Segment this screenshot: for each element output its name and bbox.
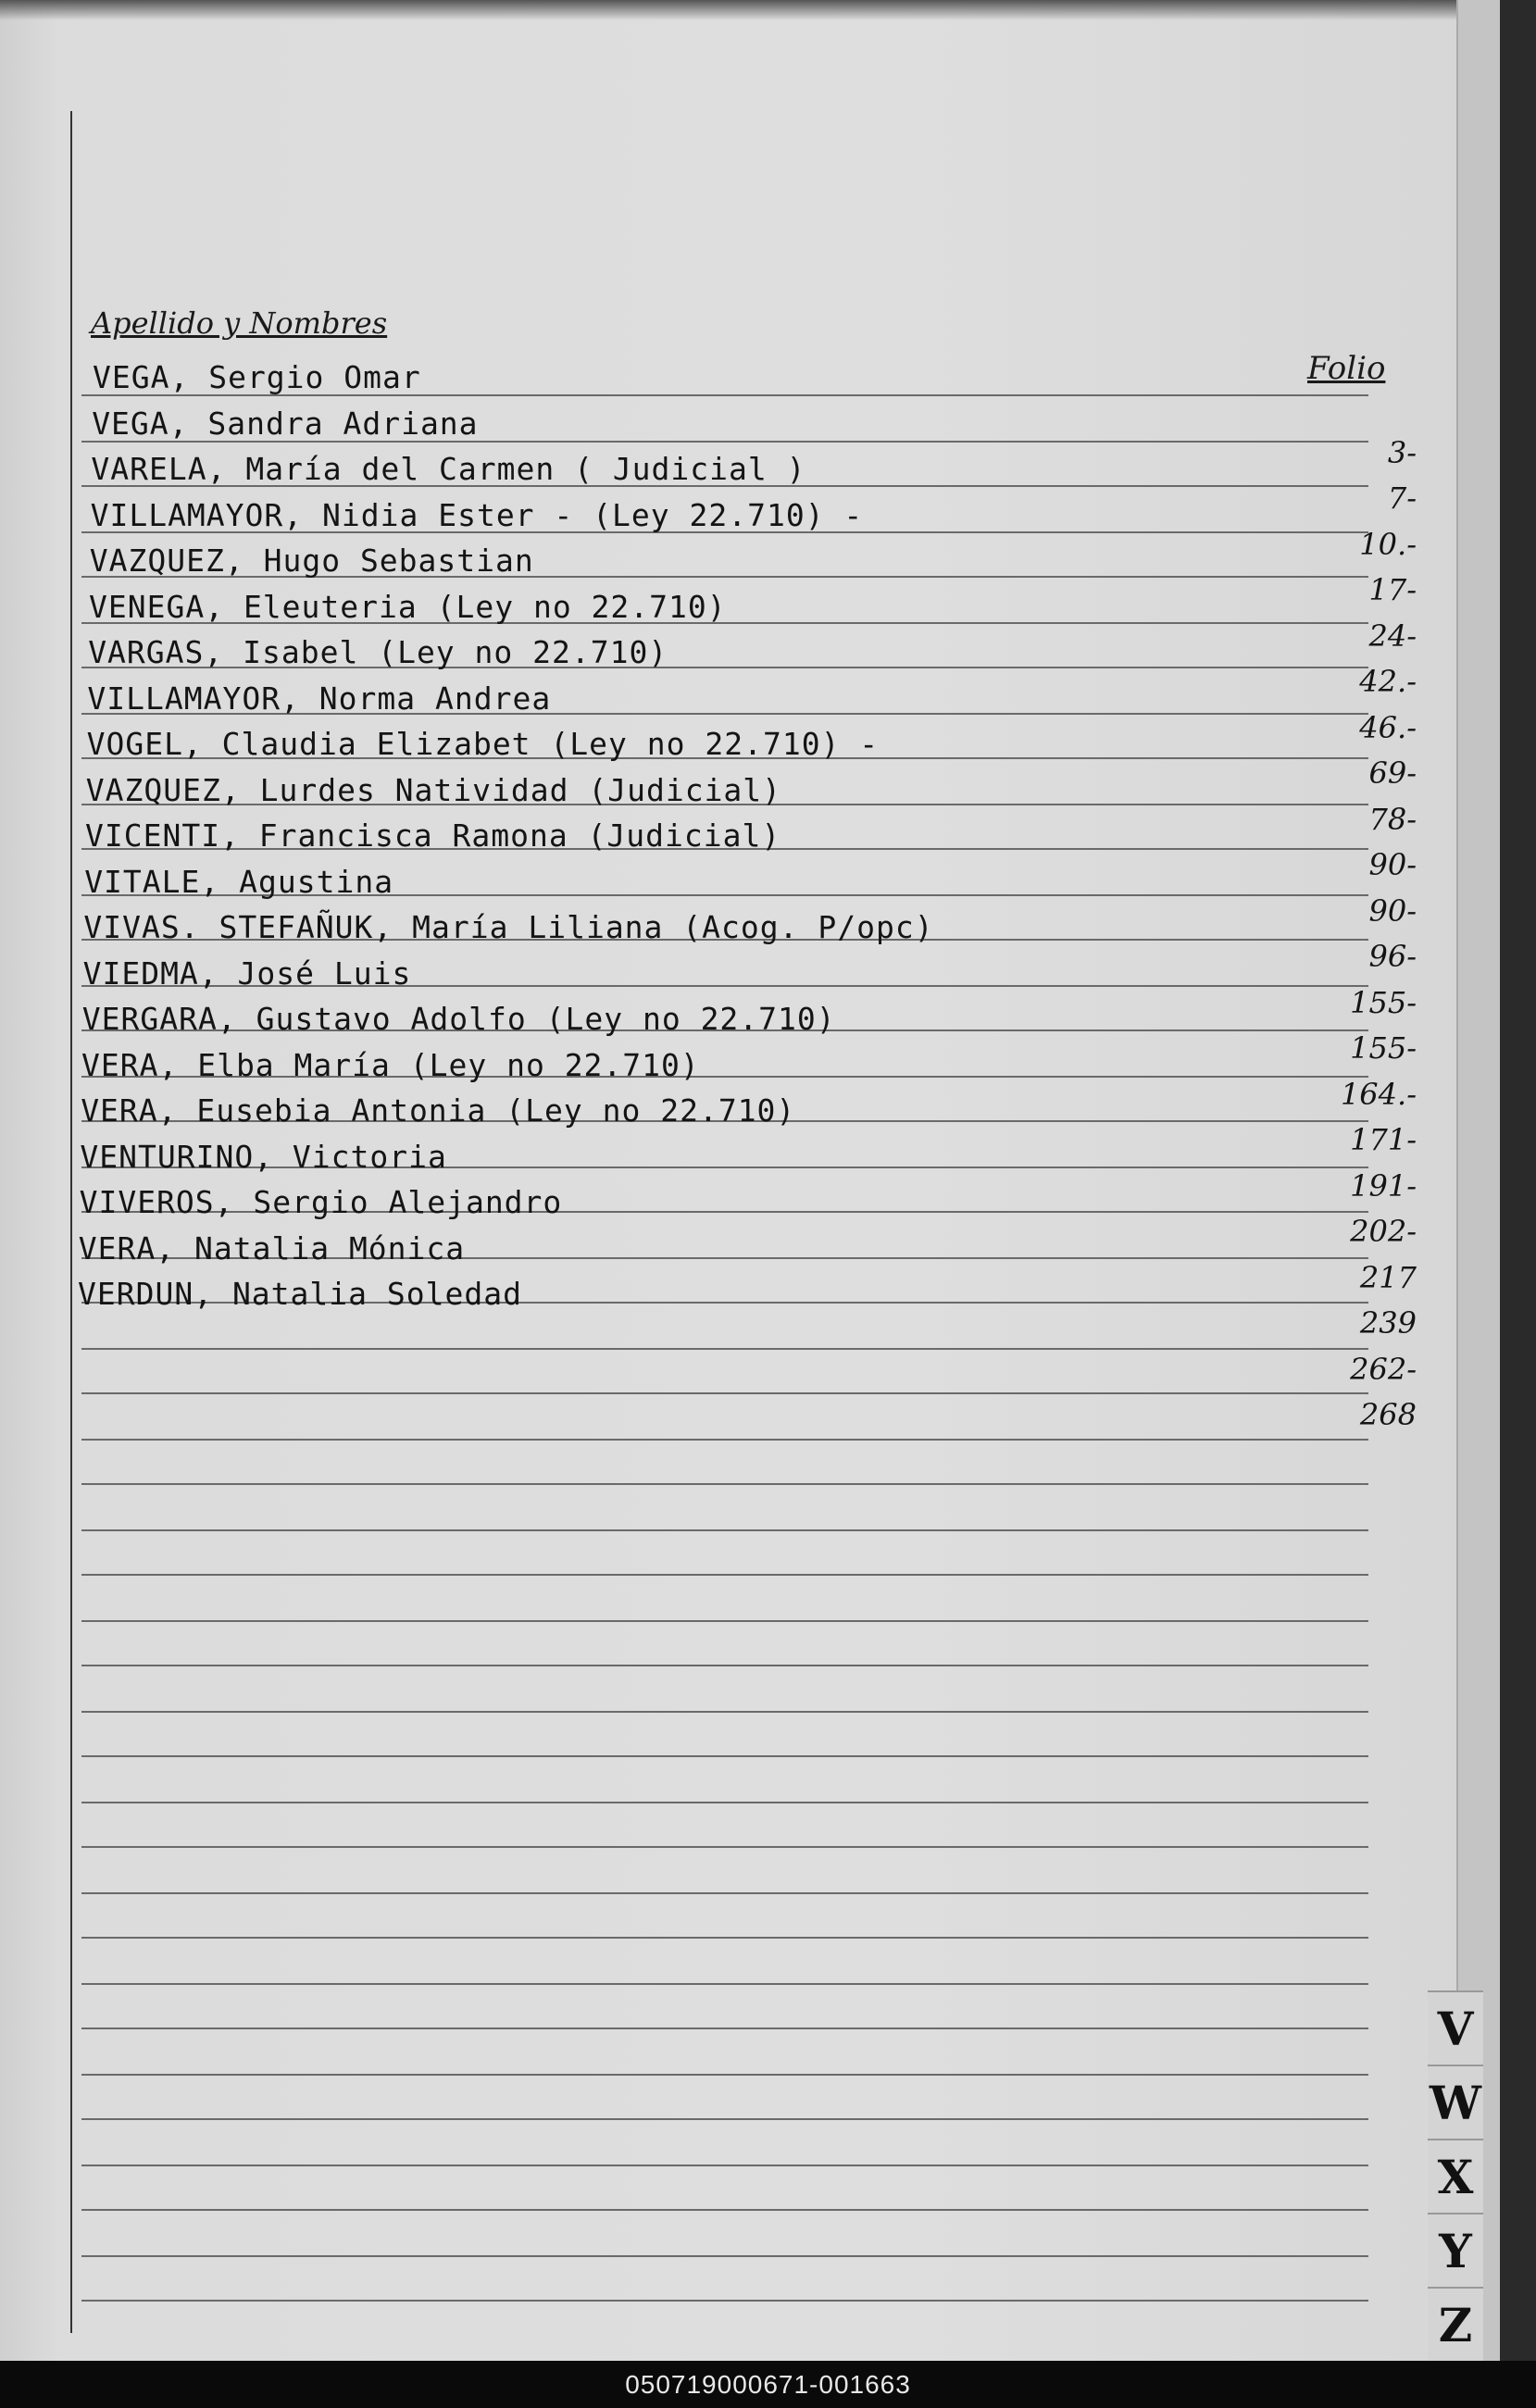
index-tab-z[interactable]: Z [1428,2287,1483,2361]
entry-name: VILLAMAYOR, Norma Andrea [87,680,552,717]
names-column-header: Apellido y Nombres [91,306,388,341]
entry-name: VERA, Elba María (Ley no 22.710) [81,1046,700,1083]
entry-folio: 164.- [1340,1076,1417,1112]
index-tab-x[interactable]: X [1428,2139,1483,2213]
page-top-shadow [0,0,1500,20]
entry-name: VENEGA, Eleuteria (Ley no 22.710) [89,588,727,625]
ruled-line [81,1848,1368,1894]
ruled-line [81,2211,1368,2257]
ruled-line [81,1757,1368,1803]
ruled-line [81,1441,1368,1485]
entry-folio: 90- [1368,847,1417,882]
ruled-line [81,1894,1368,1939]
entry-name: VERDUN, Natalia Soledad [78,1276,522,1312]
index-tab-y[interactable]: Y [1428,2213,1483,2287]
entry-name: VITALE, Agustina [84,863,394,900]
entry-name: VERA, Natalia Mónica [78,1229,466,1266]
entry-folio: 155- [1350,1030,1417,1066]
entry-name: VAZQUEZ, Hugo Sebastian [89,543,534,579]
ruled-line [81,1713,1368,1757]
ruled-line [81,1576,1368,1622]
ruled-line [81,1803,1368,1848]
entry-folio: 78- [1368,801,1417,837]
ruled-line [81,2029,1368,2076]
entry-name: VIVEROS, Sergio Alejandro [79,1184,563,1220]
ruled-line [81,1485,1368,1531]
entry-name: VERA, Eusebia Antonia (Ley no 22.710) [81,1092,796,1129]
document-id: 050719000671-001663 [625,2369,911,2399]
folio-column-header: Folio [1307,350,1386,387]
ruled-line [81,1531,1368,1576]
entry-name: VERGARA, Gustavo Adolfo (Ley no 22.710) [81,1001,836,1037]
entry-folio: 17- [1368,572,1417,607]
entry-name: VIVAS. STEFAÑUK, María Liliana (Acog. P/opc) [83,909,934,945]
entry-folio: 262- [1350,1351,1417,1387]
ruled-line [81,2076,1368,2120]
ruled-line [81,1350,1368,1394]
entry-name: VARELA, María del Carmen ( Judicial ) [91,451,806,487]
entry-name: VIEDMA, José Luis [82,954,412,992]
ruled-line [81,1985,1368,2029]
entry-folio: 217 [1359,1259,1417,1295]
ruled-line [81,1666,1368,1713]
entry-folio: 10.- [1359,526,1417,562]
ruled-line [81,1939,1368,1985]
index-tab-v[interactable]: V [1428,1990,1483,2065]
document-footer [0,2361,1536,2408]
entry-folio: 24- [1368,618,1417,654]
entry-name: VAZQUEZ, Lurdes Natividad (Judicial) [85,771,782,808]
entry-name: VEGA, Sergio Omar [93,359,421,395]
ruled-line [81,2257,1368,2302]
margin-line [70,111,72,2333]
entry-folio: 42.- [1359,664,1417,699]
ruled-line [81,1394,1368,1441]
index-tab-w[interactable]: W [1428,2065,1483,2139]
alphabet-index-tabs [1428,1990,1483,2361]
ruled-line [81,2166,1368,2211]
entry-name: VEGA, Sandra Adriana [92,405,479,442]
entry-folio: 155- [1350,984,1417,1020]
entry-folio: 96- [1368,939,1417,974]
entry-name: VARGAS, Isabel (Ley no 22.710) [88,634,668,670]
entry-name: VENTURINO, Victoria [80,1138,447,1175]
entry-folio: 268 [1359,1397,1417,1432]
entry-folio: 202- [1350,1214,1417,1249]
entry-folio: 171- [1350,1122,1417,1157]
entry-folio: 90- [1368,892,1417,929]
entry-name: VICENTI, Francisca Ramona (Judicial) [85,817,781,854]
ruled-line [81,1622,1368,1666]
entry-folio: 7- [1387,480,1417,516]
entry-folio: 46.- [1359,709,1417,745]
entry-folio: 69- [1368,755,1417,791]
entry-name: VOGEL, Claudia Elizabet (Ley no 22.710) - [86,726,880,762]
ruled-line [81,2120,1368,2166]
entry-name: VILLAMAYOR, Nidia Ester - (Ley 22.710) - [90,496,864,533]
entry-folio: 191- [1350,1167,1417,1204]
entry-folio: 3- [1387,434,1417,470]
entry-folio: 239 [1359,1305,1417,1341]
